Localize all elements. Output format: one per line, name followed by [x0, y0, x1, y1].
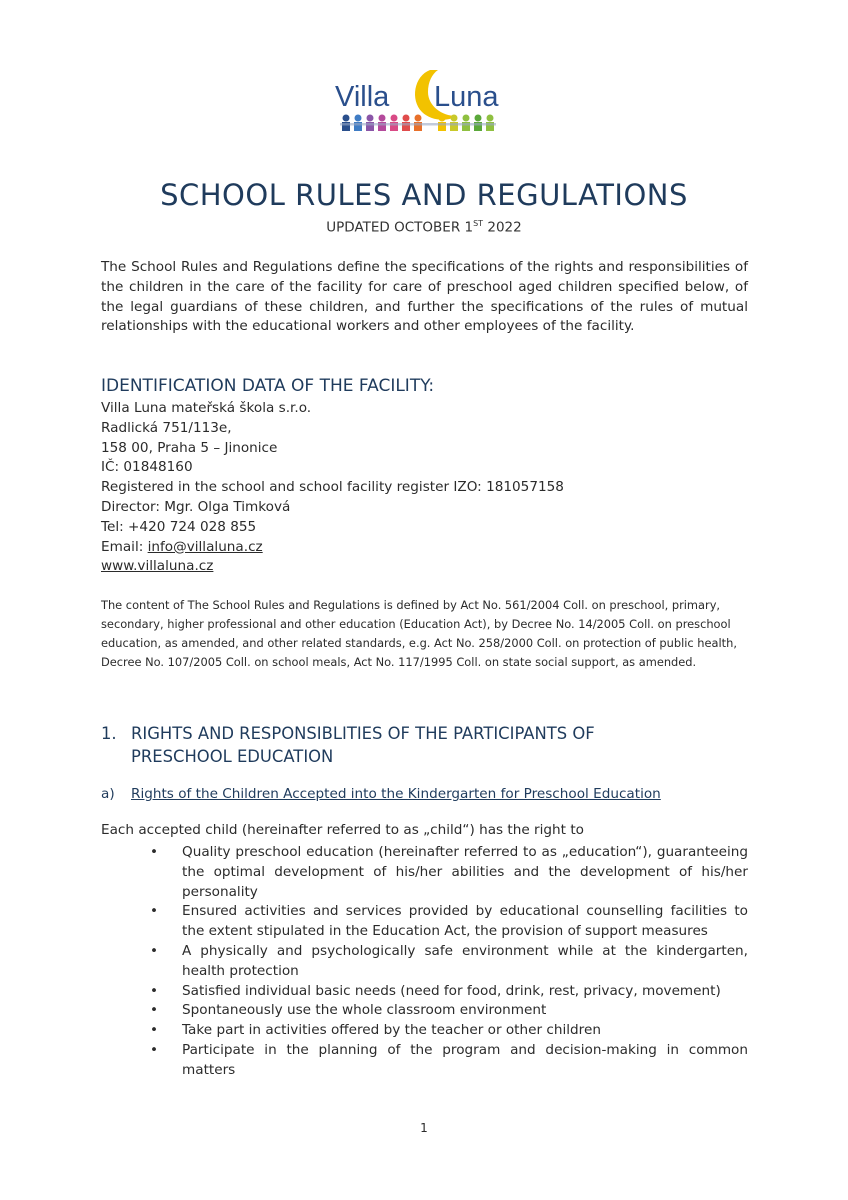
subsection-letter: a): [101, 786, 115, 802]
section-title-line-1: RIGHTS AND RESPONSIBLITIES OF THE PARTICIPANTS OF: [131, 724, 595, 743]
bullet: •: [150, 942, 159, 959]
villa-luna-logo: [330, 66, 510, 140]
facility-email-line: Email: info@villaluna.cz: [101, 538, 263, 555]
updated-date: UPDATED OCTOBER 1ST 2022: [326, 219, 522, 236]
page-number: 1: [420, 1121, 428, 1135]
section-number: 1.: [101, 724, 117, 743]
section-title-line-2: PRESCHOOL EDUCATION: [131, 747, 334, 766]
list-item: • A physically and psychologically safe environment while at the kindergarten, health protection: [150, 942, 748, 979]
email-link[interactable]: info@villaluna.cz: [147, 538, 263, 555]
identification-heading: IDENTIFICATION DATA OF THE FACILITY:: [101, 376, 435, 396]
subsection-a-heading: [101, 786, 661, 802]
bullet: •: [150, 1022, 159, 1039]
list-item: • Satisfied individual basic needs (need for food, drink, rest, privacy, movement): [150, 982, 748, 1002]
facility-city: 158 00, Praha 5 – Jinonice: [101, 439, 278, 456]
page-title: SCHOOL RULES AND REGULATIONS: [160, 178, 688, 212]
logo-graphic: [330, 66, 510, 140]
facility-director: Director: Mgr. Olga Timková: [101, 498, 291, 515]
svg-text:Luna: Luna: [434, 81, 499, 113]
list-item: • Spontaneously use the whole classroom environment: [150, 1001, 748, 1021]
facility-name: Villa Luna mateřská škola s.r.o.: [101, 400, 312, 416]
bullet: •: [150, 1002, 159, 1019]
svg-text:Villa: Villa: [335, 81, 390, 113]
rights-lead-text: Each accepted child (hereinafter referred to as „child“) has the right to: [101, 822, 584, 838]
subsection-title: Rights of the Children Accepted into the Kindergarten for Preschool Education: [131, 786, 661, 802]
facility-ic: IČ: 01848160: [101, 459, 193, 476]
facility-register: Registered in the school and school facility register IZO: 181057158: [101, 479, 564, 496]
bullet: •: [150, 982, 159, 999]
identification-data: [101, 399, 564, 577]
legal-basis-paragraph: The content of The School Rules and Regulations is defined by Act No. 561/2004 Coll. on preschool, primary, secondary, higher professional and other education (Education Act), by Decree No. 14/2005 Coll. on preschool education, as amended, and other related standards, e.g. Act No. 258/2000 Coll. on protection of public health, Decree No. 107/2005 Coll. on school meals, Act No. 117/1995 Coll. on state social support, as amended.: [101, 598, 737, 669]
list-item: • Participate in the planning of the program and decision-making in common matters: [150, 1041, 748, 1078]
website-link[interactable]: www.villaluna.cz: [101, 558, 214, 575]
list-item: • Quality preschool education (hereinafter referred to as „education“), guaranteeing the optimal development of his/her abilities and the development of his/her personality: [150, 844, 748, 900]
facility-tel: Tel: +420 724 028 855: [101, 518, 257, 535]
bullet: •: [150, 1041, 159, 1058]
facility-street: Radlická 751/113e,: [101, 419, 232, 436]
intro-paragraph: The School Rules and Regulations define the specifications of the rights and responsibilities of the children in the care of the facility for care of preschool aged children specified below, of the legal guardians of these children, and further the specifications of the rules of mutual relationships with the educational workers and other employees of the facility.: [101, 259, 748, 335]
section-1-heading: [101, 722, 595, 768]
bullet: •: [150, 844, 159, 860]
list-item: • Ensured activities and services provided by educational counselling facilities to the extent stipulated in the Education Act, the provision of support measures: [150, 903, 748, 940]
bullet: •: [150, 903, 159, 920]
facility-web-line: [101, 557, 564, 577]
rights-list: [150, 843, 748, 1081]
list-item: • Take part in activities offered by the teacher or other children: [150, 1021, 748, 1041]
